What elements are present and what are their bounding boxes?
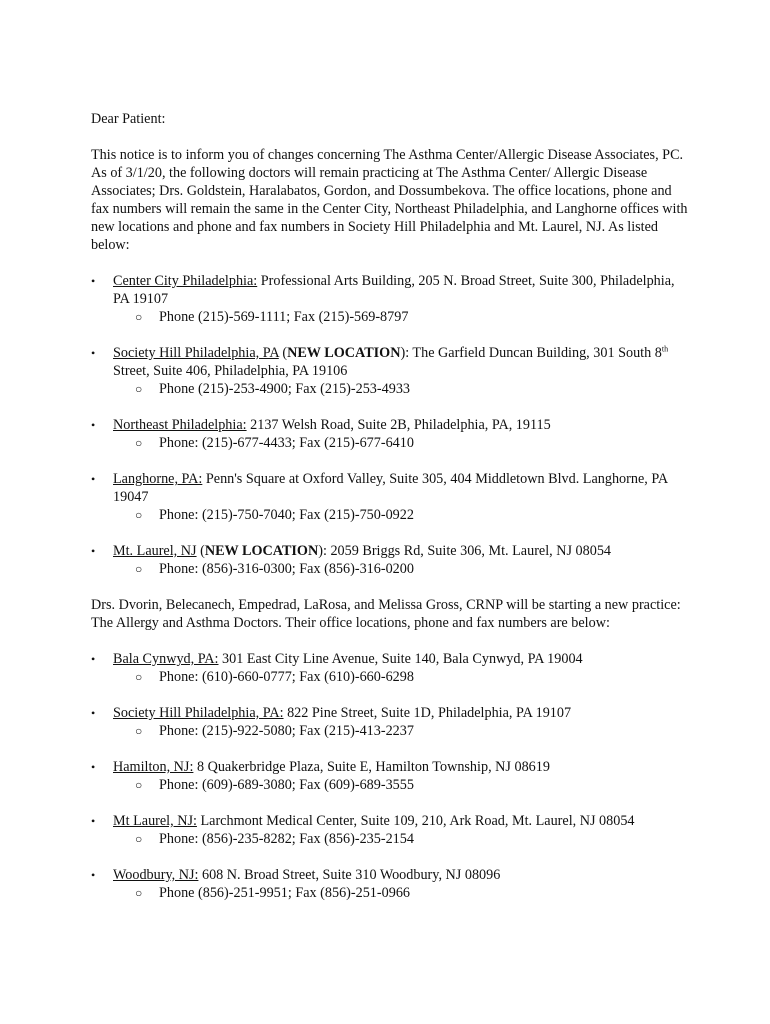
tag-open: ( — [196, 543, 205, 559]
location-address: 822 Pine Street, Suite 1D, Philadelphia, PA 19107 — [283, 705, 572, 721]
ordinal-suffix: th — [661, 344, 669, 354]
letter-body — [91, 110, 691, 920]
location-name: Woodbury, NJ: — [113, 867, 199, 883]
list-item — [91, 272, 691, 326]
location-name: Northeast Philadelphia: — [113, 417, 247, 433]
circle-bullet-icon: ○ — [135, 382, 143, 396]
bullet-icon: • — [91, 274, 96, 288]
phone-fax-text: Phone: (610)-660-0777; Fax (610)-660-6298 — [159, 669, 414, 685]
phone-line — [113, 668, 691, 686]
phone-fax-text: Phone (215)-253-4900; Fax (215)-253-4933 — [159, 381, 411, 397]
location-name: Center City Philadelphia: — [113, 273, 258, 289]
phone-line — [113, 722, 691, 740]
phone-fax-text: Phone: (609)-689-3080; Fax (609)-689-3555 — [159, 777, 414, 793]
location-address: Professional Arts Building, 205 N. Broad Street, Suite 300, Philadelphia, PA 19107 — [113, 273, 675, 307]
bullet-icon: • — [91, 472, 96, 486]
new-practice-locations-list — [91, 650, 691, 902]
list-item — [91, 470, 691, 524]
location-line — [113, 344, 691, 380]
location-address: 2137 Welsh Road, Suite 2B, Philadelphia, PA, 19115 — [246, 417, 551, 433]
location-line — [113, 812, 691, 830]
bullet-icon: • — [91, 868, 96, 882]
location-address: 8 Quakerbridge Plaza, Suite E, Hamilton Township, NJ 08619 — [193, 759, 550, 775]
phone-fax-text: Phone: (215)-677-4433; Fax (215)-677-6410 — [159, 435, 414, 451]
location-address: 2059 Briggs Rd, Suite 306, Mt. Laurel, NJ 08054 — [326, 543, 612, 559]
list-item — [91, 416, 691, 452]
location-name: Society Hill Philadelphia, PA: — [113, 705, 284, 721]
bullet-icon: • — [91, 814, 96, 828]
location-name: Society Hill Philadelphia, PA — [113, 345, 279, 361]
bullet-icon: • — [91, 760, 96, 774]
location-line — [113, 416, 691, 434]
phone-fax-text: Phone: (856)-316-0300; Fax (856)-316-0200 — [159, 561, 414, 577]
circle-bullet-icon: ○ — [135, 562, 143, 576]
new-location-tag: NEW LOCATION — [204, 543, 319, 559]
list-item — [91, 866, 691, 902]
bullet-icon: • — [91, 346, 96, 360]
new-location-tag: NEW LOCATION — [287, 345, 401, 361]
tag-open: ( — [278, 345, 288, 361]
phone-line — [113, 506, 691, 524]
bullet-icon: • — [91, 544, 96, 558]
circle-bullet-icon: ○ — [135, 436, 143, 450]
circle-bullet-icon: ○ — [135, 778, 143, 792]
intro-paragraph: This notice is to inform you of changes concerning The Asthma Center/Allergic Disease Associates, PC. As of 3/1/20, the following doctors will remain practicing at The Asthma Center/ Allergic Disease Associates; Drs. Goldstein, Haralabatos, Gordon, and Dossumbekova. The office locations, phone and fax numbers will remain the same in the Center City, Northeast Philadelphia, and Langhorne offices with new locations and phone and fax numbers in Society Hill Philadelphia and Mt. Laurel, NJ. As listed below: — [91, 147, 688, 253]
phone-fax-text: Phone (856)-251-9951; Fax (856)-251-0966 — [159, 885, 411, 901]
location-address: Penn's Square at Oxford Valley, Suite 305, 404 Middletown Blvd. Langhorne, PA 19047 — [113, 471, 668, 505]
list-item — [91, 650, 691, 686]
phone-fax-text: Phone: (856)-235-8282; Fax (856)-235-2154 — [159, 831, 414, 847]
circle-bullet-icon: ○ — [135, 832, 143, 846]
location-address: 301 East City Line Avenue, Suite 140, Bala Cynwyd, PA 19004 — [218, 651, 583, 667]
phone-line — [113, 434, 691, 452]
phone-fax-text: Phone: (215)-750-7040; Fax (215)-750-0922 — [159, 507, 414, 523]
list-item — [91, 542, 691, 578]
list-item — [91, 344, 691, 398]
location-line — [113, 542, 691, 560]
location-address: Larchmont Medical Center, Suite 109, 210, Ark Road, Mt. Laurel, NJ 08054 — [196, 813, 635, 829]
location-line — [113, 866, 691, 884]
phone-line — [113, 308, 691, 326]
phone-fax-text: Phone: (215)-922-5080; Fax (215)-413-2237 — [159, 723, 414, 739]
phone-fax-text: Phone (215)-569-1111; Fax (215)-569-8797 — [159, 309, 409, 325]
location-address-rest: Street, Suite 406, Philadelphia, PA 19106 — [113, 363, 348, 379]
location-name: Langhorne, PA: — [113, 471, 203, 487]
phone-line — [113, 884, 691, 902]
location-name: Bala Cynwyd, PA: — [113, 651, 219, 667]
phone-line — [113, 830, 691, 848]
location-line — [113, 470, 691, 506]
location-address: 608 N. Broad Street, Suite 310 Woodbury, NJ 08096 — [198, 867, 501, 883]
location-line — [113, 704, 691, 722]
location-address: The Garfield Duncan Building, 301 South 8 — [409, 345, 662, 361]
location-line — [113, 272, 691, 308]
bullet-icon: • — [91, 652, 96, 666]
location-name: Mt. Laurel, NJ — [113, 543, 197, 559]
phone-line — [113, 560, 691, 578]
phone-line — [113, 776, 691, 794]
circle-bullet-icon: ○ — [135, 724, 143, 738]
remaining-locations-list — [91, 272, 691, 578]
list-item — [91, 812, 691, 848]
tag-close: ): — [318, 543, 327, 559]
phone-line — [113, 380, 691, 398]
list-item — [91, 758, 691, 794]
location-line — [113, 758, 691, 776]
location-name: Mt Laurel, NJ: — [113, 813, 197, 829]
circle-bullet-icon: ○ — [135, 508, 143, 522]
bullet-icon: • — [91, 706, 96, 720]
circle-bullet-icon: ○ — [135, 886, 143, 900]
circle-bullet-icon: ○ — [135, 670, 143, 684]
circle-bullet-icon: ○ — [135, 310, 143, 324]
location-line — [113, 650, 691, 668]
location-name: Hamilton, NJ: — [113, 759, 194, 775]
tag-close: ): — [400, 345, 410, 361]
list-item — [91, 704, 691, 740]
salutation: Dear Patient: — [91, 111, 166, 127]
bullet-icon: • — [91, 418, 96, 432]
new-practice-paragraph: Drs. Dvorin, Belecanech, Empedrad, LaRosa, and Melissa Gross, CRNP will be starting a new practice: The Allergy and Asthma Doctors. Their office locations, phone and fax numbers are below: — [91, 597, 681, 631]
